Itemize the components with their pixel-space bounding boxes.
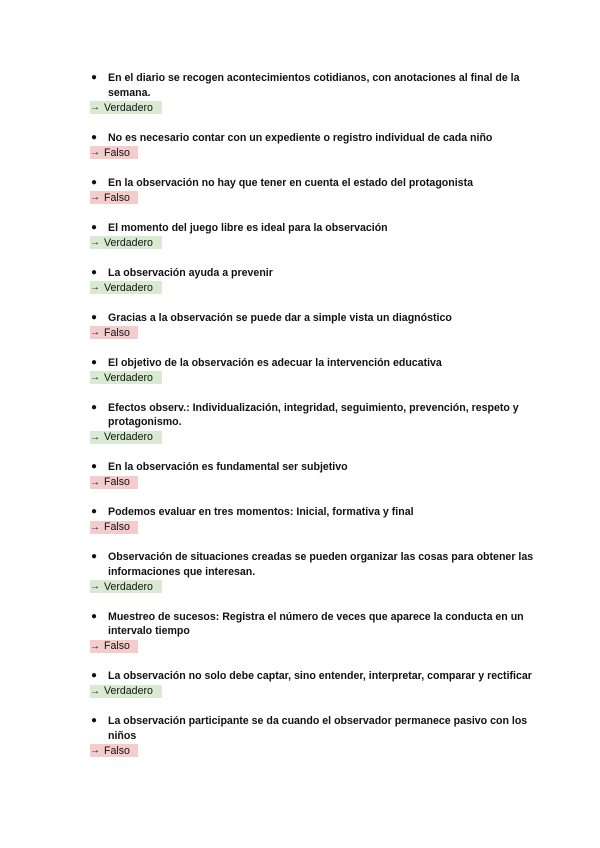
answer-row bbox=[0, 100, 600, 115]
answer-label: Verdadero bbox=[104, 281, 153, 294]
question-text bbox=[0, 71, 600, 100]
list-item bbox=[0, 356, 600, 386]
answer-highlight bbox=[90, 640, 138, 653]
list-item bbox=[0, 131, 600, 161]
question-label: Observación de situaciones creadas se pueden organizar las cosas para obtener las informaciones que interesan. bbox=[108, 551, 534, 578]
answer-row bbox=[0, 190, 600, 205]
list-item bbox=[0, 176, 600, 206]
question-text bbox=[0, 221, 600, 236]
question-label: Podemos evaluar en tres momentos: Inicial, formativa y final bbox=[108, 506, 414, 518]
list-item bbox=[0, 669, 600, 699]
bullet-icon: ● bbox=[91, 551, 98, 562]
answer-label: Falso bbox=[104, 744, 130, 757]
arrow-right-icon: → bbox=[90, 147, 100, 158]
list-item bbox=[0, 714, 600, 758]
question-label: No es necesario contar con un expediente o registro individual de cada niño bbox=[108, 131, 493, 144]
bullet-icon: ● bbox=[91, 670, 98, 681]
answer-highlight bbox=[90, 744, 138, 757]
bullet-icon: ● bbox=[91, 461, 98, 472]
arrow-right-icon: → bbox=[90, 237, 100, 248]
bullet-icon: ● bbox=[91, 715, 98, 726]
answer-highlight bbox=[90, 101, 162, 114]
list-item bbox=[0, 266, 600, 296]
question-text bbox=[0, 505, 600, 520]
answer-label: Falso bbox=[104, 146, 130, 159]
question-text bbox=[0, 266, 600, 281]
answer-highlight bbox=[90, 476, 138, 489]
answer-label: Falso bbox=[104, 191, 130, 204]
arrow-right-icon: → bbox=[90, 685, 100, 697]
answer-label: Falso bbox=[104, 640, 130, 652]
question-text bbox=[0, 401, 600, 430]
answer-label: Falso bbox=[104, 326, 130, 339]
question-text bbox=[0, 311, 600, 326]
question-label: La observación no solo debe captar, sino entender, interpretar, comparar y rectificar bbox=[108, 670, 532, 682]
answer-row bbox=[0, 235, 600, 250]
answer-highlight bbox=[90, 431, 162, 444]
question-text bbox=[0, 176, 600, 191]
bullet-icon: ● bbox=[91, 221, 98, 233]
answer-row bbox=[0, 430, 600, 445]
question-list bbox=[0, 71, 600, 774]
question-label: La observación ayuda a prevenir bbox=[108, 266, 273, 279]
answer-highlight bbox=[90, 281, 162, 294]
arrow-right-icon: → bbox=[90, 581, 100, 592]
bullet-icon: ● bbox=[91, 401, 98, 413]
arrow-right-icon: → bbox=[90, 372, 100, 383]
list-item bbox=[0, 550, 600, 594]
arrow-right-icon: → bbox=[90, 521, 100, 533]
bullet-icon: ● bbox=[91, 266, 98, 278]
arrow-right-icon: → bbox=[90, 192, 100, 203]
list-item bbox=[0, 311, 600, 341]
question-label: En el diario se recogen acontecimientos cotidianos, con anotaciones al final de la semana. bbox=[108, 72, 520, 99]
answer-row bbox=[0, 145, 600, 160]
question-text bbox=[0, 610, 600, 639]
arrow-right-icon: → bbox=[90, 476, 100, 488]
answer-highlight bbox=[90, 371, 162, 384]
bullet-icon: ● bbox=[91, 311, 98, 323]
list-item bbox=[0, 460, 600, 490]
list-item bbox=[0, 221, 600, 251]
answer-row bbox=[0, 579, 600, 594]
arrow-right-icon: → bbox=[90, 431, 100, 443]
question-text bbox=[0, 550, 600, 579]
answer-highlight bbox=[90, 191, 138, 204]
question-text bbox=[0, 131, 600, 146]
answer-row bbox=[0, 325, 600, 340]
answer-highlight bbox=[90, 580, 162, 593]
answer-label: Verdadero bbox=[104, 236, 153, 249]
list-item bbox=[0, 505, 600, 535]
arrow-right-icon: → bbox=[90, 745, 100, 756]
bullet-icon: ● bbox=[91, 610, 98, 622]
question-label: En la observación es fundamental ser subjetivo bbox=[108, 461, 348, 473]
answer-highlight bbox=[90, 236, 162, 249]
bullet-icon: ● bbox=[91, 131, 98, 143]
question-text bbox=[0, 356, 600, 371]
question-label: En la observación no hay que tener en cuenta el estado del protagonista bbox=[108, 176, 473, 189]
answer-row bbox=[0, 475, 600, 490]
list-item bbox=[0, 401, 600, 445]
answer-label: Verdadero bbox=[104, 371, 153, 384]
answer-highlight bbox=[90, 521, 138, 534]
arrow-right-icon: → bbox=[90, 102, 100, 113]
answer-row bbox=[0, 280, 600, 295]
question-text bbox=[0, 669, 600, 684]
answer-row bbox=[0, 743, 600, 758]
answer-highlight bbox=[90, 685, 162, 698]
bullet-icon: ● bbox=[91, 72, 98, 83]
answer-row bbox=[0, 520, 600, 535]
arrow-right-icon: → bbox=[90, 327, 100, 338]
answer-row bbox=[0, 639, 600, 654]
answer-highlight bbox=[90, 146, 138, 159]
bullet-icon: ● bbox=[91, 506, 98, 517]
answer-label: Verdadero bbox=[104, 580, 153, 593]
question-label: La observación participante se da cuando el observador permanece pasivo con los niños bbox=[108, 715, 528, 742]
question-label: Gracias a la observación se puede dar a simple vista un diagnóstico bbox=[108, 311, 452, 324]
question-text bbox=[0, 460, 600, 475]
answer-row bbox=[0, 370, 600, 385]
arrow-right-icon: → bbox=[90, 640, 100, 652]
answer-row bbox=[0, 684, 600, 699]
answer-highlight bbox=[90, 326, 138, 339]
question-label: Efectos observ.: Individualización, integridad, seguimiento, prevención, respeto y protagonismo. bbox=[108, 401, 519, 428]
question-label: El momento del juego libre es ideal para la observación bbox=[108, 221, 388, 234]
answer-label: Verdadero bbox=[104, 685, 153, 697]
answer-label: Falso bbox=[104, 521, 130, 533]
question-text bbox=[0, 714, 600, 743]
answer-label: Verdadero bbox=[104, 101, 153, 114]
bullet-icon: ● bbox=[91, 176, 98, 188]
answer-label: Verdadero bbox=[104, 431, 153, 443]
arrow-right-icon: → bbox=[90, 282, 100, 293]
question-label: El objetivo de la observación es adecuar la intervención educativa bbox=[108, 356, 442, 369]
question-label: Muestreo de sucesos: Registra el número de veces que aparece la conducta en un intervalo tiempo bbox=[108, 610, 524, 637]
answer-label: Falso bbox=[104, 476, 130, 488]
list-item bbox=[0, 71, 600, 115]
list-item bbox=[0, 610, 600, 654]
bullet-icon: ● bbox=[91, 356, 98, 368]
